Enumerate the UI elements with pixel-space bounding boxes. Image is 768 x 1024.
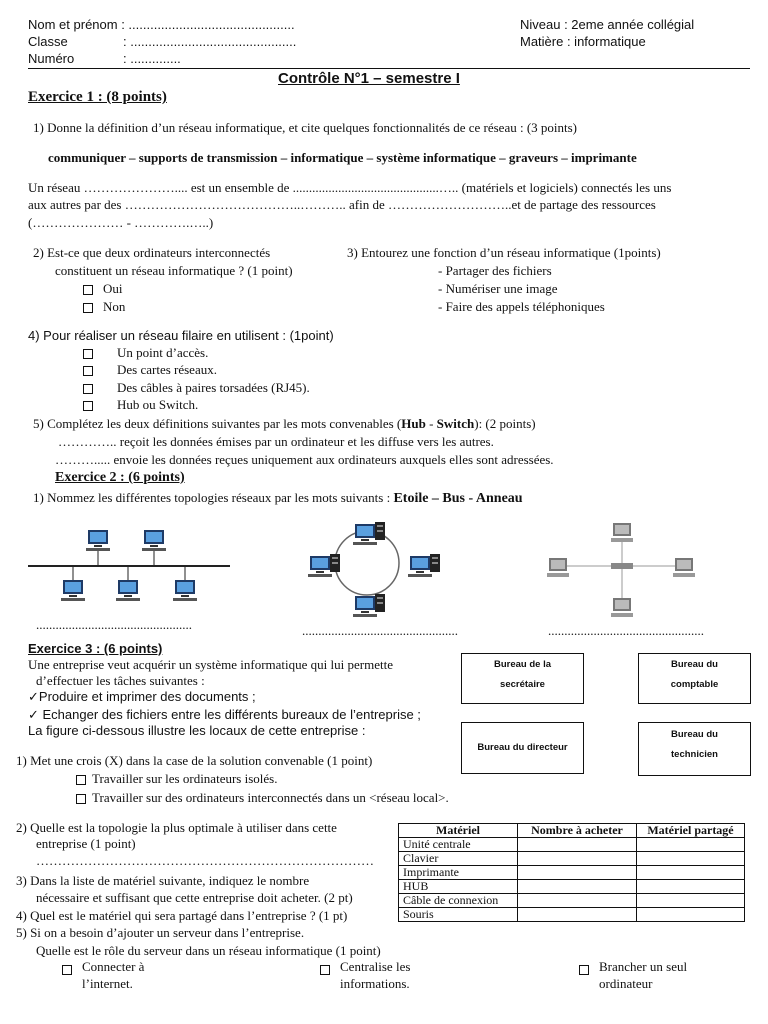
ex3-task-2: ✓ Echanger des fichiers entre les différents bureaux de l’entreprise ; — [28, 707, 421, 722]
ex3-intro-3: La figure ci-dessous illustre les locaux de cette entreprise : — [28, 723, 366, 738]
q3-option-2[interactable]: - Numériser une image — [438, 281, 558, 296]
room-technician: Bureau du technicien — [638, 722, 751, 776]
bus-answer-blank[interactable]: ................................................ — [36, 617, 192, 632]
ex3-question-5: 5) Si on a besoin d’ajouter un serveur dans l’entreprise. — [16, 925, 305, 940]
table-row: Clavier — [399, 852, 745, 866]
ex3-question-3: 3) Dans la liste de matériel suivante, indiquez le nombre — [16, 873, 310, 888]
checkbox-yes[interactable] — [83, 285, 93, 295]
quantity-cell[interactable] — [518, 838, 637, 852]
equipment-table — [398, 823, 745, 922]
ex1-fill-line-2: aux autres par des …………………………………..……….. afin de ………………………..et de partage des ressources — [28, 197, 656, 212]
name-field-label: Nom et prénom : .............................................. — [28, 17, 295, 32]
shared-cell[interactable] — [637, 838, 745, 852]
ex3-q2-answer-blank[interactable]: …………………………………………………………………… — [36, 853, 374, 868]
number-label: Numéro — [28, 51, 75, 66]
shared-cell[interactable] — [637, 866, 745, 880]
shared-cell[interactable] — [637, 852, 745, 866]
ex3-question-2: 2) Quelle est la topologie la plus optimale à utiliser dans cette — [16, 820, 337, 835]
q5-definition-a: ………….. reçoit les données émises par un ordinateur et les diffuse vers les autres. — [58, 434, 494, 449]
table-row: Souris — [399, 908, 745, 922]
level-label: Niveau : 2eme année collégial — [520, 17, 695, 32]
checkbox[interactable] — [76, 794, 86, 804]
room-secretary: Bureau de la secrétaire — [461, 653, 584, 704]
q2-option-no[interactable]: Non — [83, 299, 125, 315]
checkbox-no[interactable] — [83, 303, 93, 313]
column-header: Nombre à acheter — [518, 824, 637, 838]
ex3-q1-option-2[interactable]: Travailler sur des ordinateurs interconnectés dans un <réseau local>. — [76, 790, 449, 806]
header-divider — [28, 68, 750, 69]
q4-option[interactable]: Des câbles à paires torsadées (RJ45). — [83, 380, 310, 396]
ex1-question-3: 3) Entourez une fonction d’un réseau informatique (1points) — [347, 245, 661, 260]
ex1-question-2-cont: constituent un réseau informatique ? (1 point) — [55, 263, 293, 278]
bus-topology-diagram — [28, 530, 230, 601]
room-director: Bureau du directeur — [461, 722, 584, 774]
quantity-cell[interactable] — [518, 908, 637, 922]
exercise-3-heading: Exercice 3 : (6 points) — [28, 641, 163, 656]
checkbox[interactable] — [83, 401, 93, 411]
quantity-cell[interactable] — [518, 852, 637, 866]
table-row: Imprimante — [399, 866, 745, 880]
topology-diagrams — [25, 518, 765, 630]
checkbox[interactable] — [320, 965, 330, 975]
q2-option-yes[interactable]: Oui — [83, 281, 123, 297]
ex3-intro-2: d’effectuer les tâches suivantes : — [36, 673, 205, 688]
checkbox[interactable] — [62, 965, 72, 975]
column-header: Matériel — [399, 824, 518, 838]
ex3-question-5-cont: Quelle est le rôle du serveur dans un réseau informatique (1 point) — [36, 943, 381, 958]
table-row: HUB — [399, 880, 745, 894]
checkbox[interactable] — [76, 775, 86, 785]
q4-option[interactable]: Hub ou Switch. — [83, 397, 198, 413]
checkbox[interactable] — [83, 349, 93, 359]
page-title: Contrôle N°1 – semestre I — [278, 70, 460, 87]
exercise-1-heading: Exercice 1 : (8 points) — [28, 89, 167, 105]
quantity-cell[interactable] — [518, 866, 637, 880]
q5-definition-b: ………..... envoie les données reçues uniquement aux ordinateurs auxquels elles sont adressées. — [55, 452, 554, 467]
ex1-fill-line-1: Un réseau ………………….... est un ensemble de .............................................….. (matériels et logiciels) connectés les uns — [28, 180, 672, 195]
class-label: Classe — [28, 34, 68, 49]
quantity-cell[interactable] — [518, 894, 637, 908]
q5-option-internet[interactable]: Connecter à l’internet. — [62, 961, 144, 992]
shared-cell[interactable] — [637, 894, 745, 908]
exercise-2-heading: Exercice 2 : (6 points) — [55, 470, 185, 485]
q4-option[interactable]: Des cartes réseaux. — [83, 362, 217, 378]
checkbox[interactable] — [83, 366, 93, 376]
q5-option-centralize[interactable]: Centralise les informations. — [320, 961, 410, 992]
class-field: : .............................................. — [123, 34, 297, 49]
subject-label: Matière : informatique — [520, 34, 646, 49]
star-answer-blank[interactable]: ................................................ — [548, 623, 704, 638]
ex1-question-4: 4) Pour réaliser un réseau filaire en utilisent : (1point) — [28, 328, 334, 343]
ex3-q1-option-1[interactable]: Travailler sur les ordinateurs isolés. — [76, 771, 277, 787]
table-row: Unité centrale — [399, 838, 745, 852]
ex1-question-2: 2) Est-ce que deux ordinateurs interconnectés — [33, 245, 271, 260]
ex3-task-1: ✓Produire et imprimer des documents ; — [28, 689, 256, 704]
quantity-cell[interactable] — [518, 880, 637, 894]
ex3-question-3-cont: nécessaire et suffisant que cette entreprise doit acheter. (2 pt) — [36, 890, 353, 905]
number-field: : .............. — [123, 51, 181, 66]
ex3-question-1: 1) Met une crois (X) dans la case de la solution convenable (1 point) — [16, 753, 373, 768]
ex2-question-1: 1) Nommez les différentes topologies réseaux par les mots suivants : Etoile – Bus - Anneau — [33, 490, 523, 506]
table-header-row — [399, 824, 745, 838]
q5-option-single-pc[interactable]: Brancher un seul ordinateur — [579, 961, 687, 992]
table-row: Câble de connexion — [399, 894, 745, 908]
ring-topology-diagram — [308, 522, 440, 617]
q4-option[interactable]: Un point d’accès. — [83, 345, 208, 361]
star-topology-diagram — [547, 523, 695, 617]
ex3-question-2-cont: entreprise (1 point) — [36, 836, 136, 851]
ex3-question-4: 4) Quel est le matériel qui sera partagé dans l’entreprise ? (1 pt) — [16, 908, 348, 923]
room-accountant: Bureau du comptable — [638, 653, 751, 704]
checkbox[interactable] — [579, 965, 589, 975]
ex1-fill-line-3: (………………… - ………….…..) — [28, 215, 214, 230]
ex1-question-1: 1) Donne la définition d’un réseau informatique, et cite quelques fonctionnalités de ce réseau : (3 points) — [33, 120, 578, 135]
ring-answer-blank[interactable]: ................................................ — [302, 623, 458, 638]
ex1-question-5: 5) Complétez les deux définitions suivantes par les mots convenables (Hub - Switch): (2 points) — [33, 416, 536, 431]
checkbox[interactable] — [83, 384, 93, 394]
column-header: Matériel partagé — [637, 824, 745, 838]
shared-cell[interactable] — [637, 908, 745, 922]
ex3-intro-1: Une entreprise veut acquérir un système informatique qui lui permette — [28, 657, 393, 672]
q3-option-1[interactable]: - Partager des fichiers — [438, 263, 552, 278]
floor-outline — [461, 653, 750, 773]
shared-cell[interactable] — [637, 880, 745, 894]
ex1-word-list: communiquer – supports de transmission – informatique – système informatique – graveurs – imprimante — [48, 150, 637, 165]
q3-option-3[interactable]: - Faire des appels téléphoniques — [438, 299, 605, 314]
